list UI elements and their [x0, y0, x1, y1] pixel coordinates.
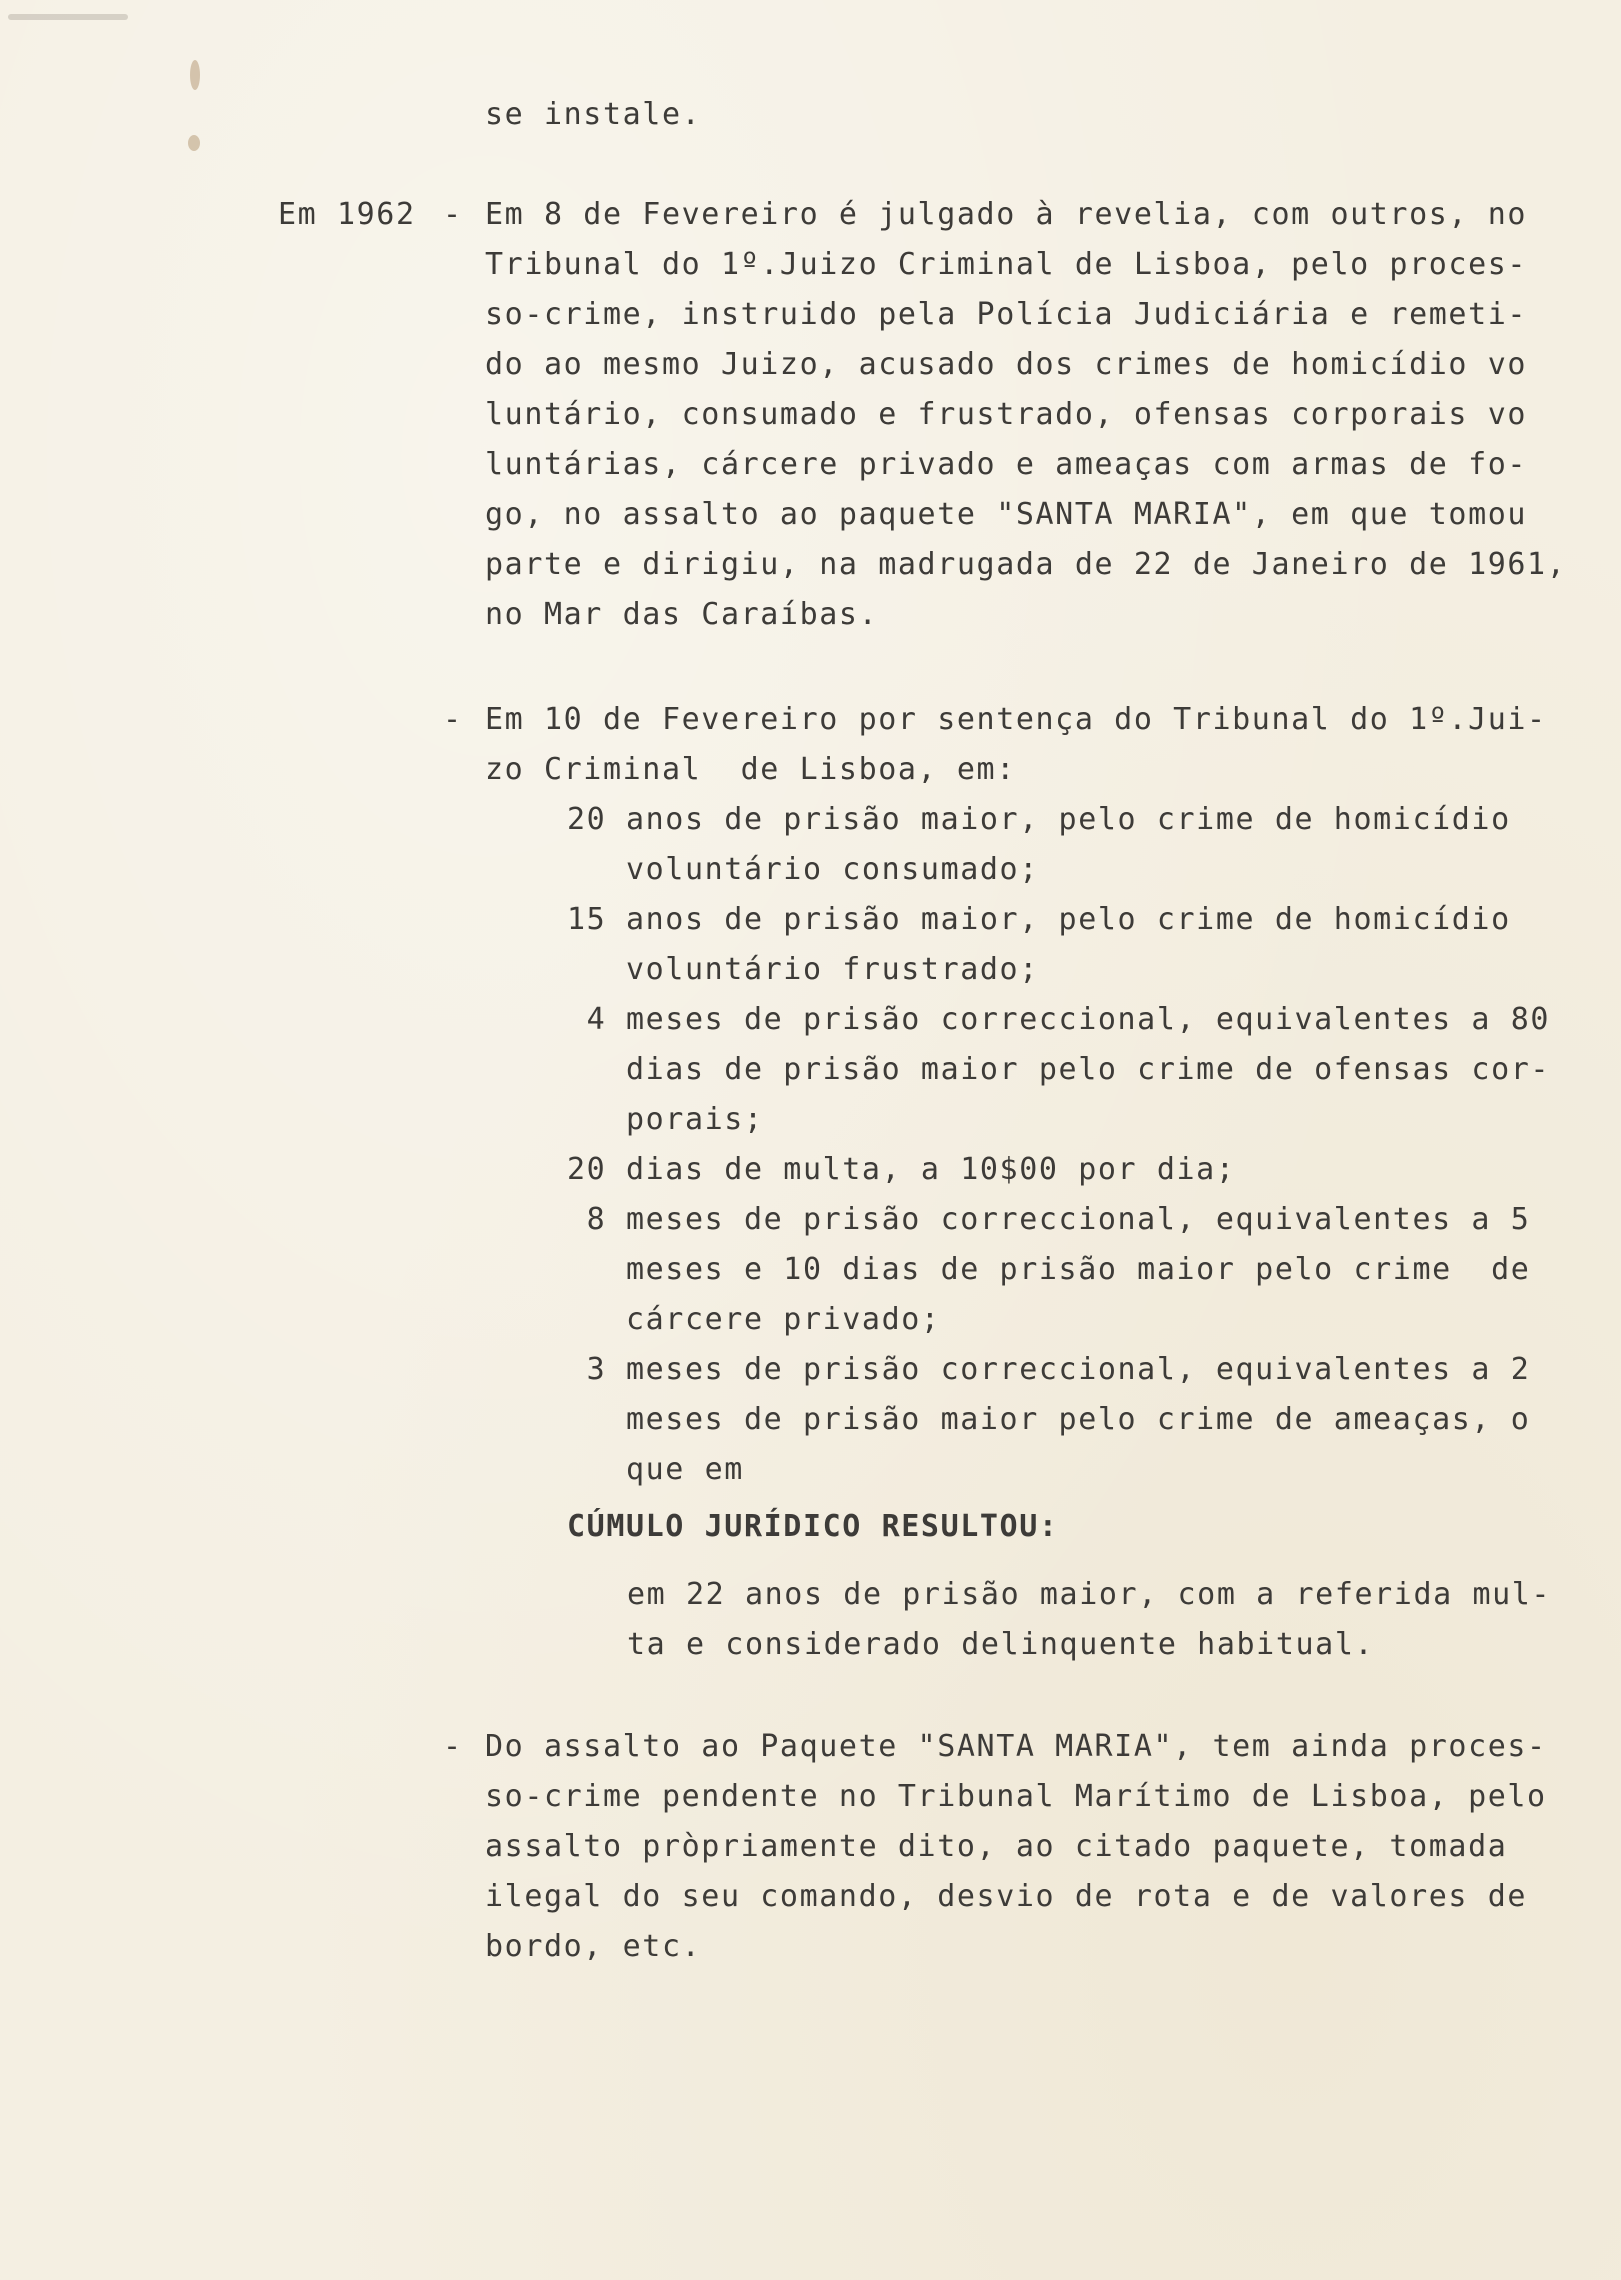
text-line: assalto pròpriamente dito, ao citado paquete, tomada [485, 1829, 1508, 1864]
text-line: so-crime pendente no Tribunal Marítimo de Lisboa, pelo [485, 1779, 1547, 1814]
stain-mark [190, 60, 200, 90]
stain-mark [8, 14, 128, 20]
stain-mark [188, 135, 200, 151]
penalty-line: dias de prisão maior pelo crime de ofensas cor- [567, 1052, 1551, 1087]
text-line: parte e dirigiu, na madrugada de 22 de Janeiro de 1961, [485, 547, 1567, 582]
penalty-line: 3 meses de prisão correccional, equivalentes a 2 [567, 1352, 1531, 1387]
penalty-line: meses de prisão maior pelo crime de ameaças, o [567, 1402, 1531, 1437]
text-line: zo Criminal de Lisboa, em: [485, 752, 1016, 787]
text-line: Do assalto ao Paquete "SANTA MARIA", tem ainda proces- [485, 1729, 1547, 1764]
text-line: do ao mesmo Juizo, acusado dos crimes de homicídio vo [485, 347, 1528, 382]
text-line: Tribunal do 1º.Juizo Criminal de Lisboa, pelo proces- [485, 247, 1528, 282]
text-line: ilegal do seu comando, desvio de rota e de valores de [485, 1879, 1528, 1914]
text-line: so-crime, instruido pela Polícia Judiciária e remeti- [485, 297, 1528, 332]
penalty-line: porais; [567, 1102, 764, 1137]
text-line: em 22 anos de prisão maior, com a referida mul- [627, 1577, 1552, 1612]
text-line: luntárias, cárcere privado e ameaças com armas de fo- [485, 447, 1528, 482]
top-line: se instale. [485, 97, 702, 132]
penalty-line: 20 anos de prisão maior, pelo crime de homicídio [567, 802, 1511, 837]
penalty-line: 15 anos de prisão maior, pelo crime de homicídio [567, 902, 1511, 937]
year-label: Em 1962 [278, 197, 416, 232]
penalty-line: que em [567, 1452, 744, 1487]
text-line: Em 8 de Fevereiro é julgado à revelia, com outros, no [485, 197, 1528, 232]
penalty-line: 20 dias de multa, a 10$00 por dia; [567, 1152, 1236, 1187]
text-line: Em 10 de Fevereiro por sentença do Tribunal do 1º.Jui- [485, 702, 1547, 737]
text-line: go, no assalto ao paquete "SANTA MARIA", em que tomou [485, 497, 1528, 532]
text-line: luntário, consumado e frustrado, ofensas corporais vo [485, 397, 1528, 432]
penalty-line: 4 meses de prisão correccional, equivalentes a 80 [567, 1002, 1551, 1037]
dash-marker: - [443, 197, 462, 232]
penalty-line: voluntário consumado; [567, 852, 1039, 887]
penalty-line: 8 meses de prisão correccional, equivalentes a 5 [567, 1202, 1531, 1237]
text-line: no Mar das Caraíbas. [485, 597, 879, 632]
dash-marker: - [443, 1729, 462, 1764]
text-line: ta e considerado delinquente habitual. [627, 1627, 1375, 1662]
penalty-line: voluntário frustrado; [567, 952, 1039, 987]
penalty-line: cárcere privado; [567, 1302, 941, 1337]
text-line: bordo, etc. [485, 1929, 702, 1964]
penalty-line: meses e 10 dias de prisão maior pelo crime de [567, 1252, 1531, 1287]
dash-marker: - [443, 702, 462, 737]
cumulo-heading: CÚMULO JURÍDICO RESULTOU: [567, 1509, 1059, 1544]
